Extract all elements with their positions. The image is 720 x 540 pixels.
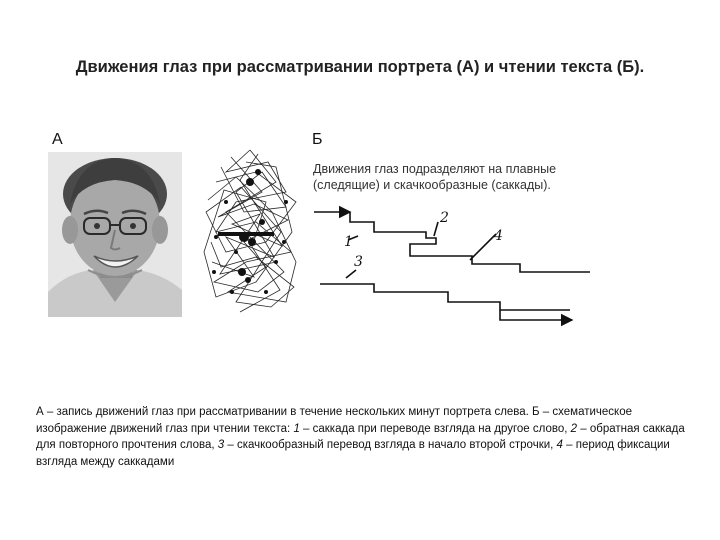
label-4: 4: [494, 228, 503, 244]
caption-num: 4: [556, 439, 563, 451]
eye-movement-scanpath: [196, 142, 304, 314]
panel-b-description: Движения глаз подразделяют на плавные (следящие) и скачкообразные (саккады).: [313, 162, 557, 192]
panel-b-label: Б: [312, 131, 323, 148]
label-1: 1: [344, 234, 353, 250]
caption-part: А – запись движений глаз при рассматривании в течение нескольких минут портрета слева. Б – схематическое изображение движений глаз при чтении текста:: [36, 406, 632, 435]
caption-num: 1: [293, 422, 300, 435]
caption-num: 3: [217, 439, 225, 451]
caption-part: – период фиксации взгляда между саккадами: [36, 439, 670, 468]
label-3: 3: [354, 254, 363, 270]
caption-part: – саккада при переводе взгляда на другое слово,: [299, 422, 571, 435]
panel-a-label: А: [52, 131, 63, 148]
portrait-photo: [48, 152, 182, 317]
caption-part: – скачкообразный перевод взгляда в начало второй строчки,: [224, 439, 557, 451]
reading-saccade-diagram: [310, 200, 600, 335]
figure-caption: [36, 404, 691, 470]
caption-num: 2: [570, 422, 578, 435]
label-2: 2: [440, 210, 449, 226]
caption-part: – обратная саккада для повторного прочтения слова,: [36, 422, 685, 451]
page-title: Движения глаз при рассматривании портрета (А) и чтении текста (Б).: [75, 58, 645, 76]
